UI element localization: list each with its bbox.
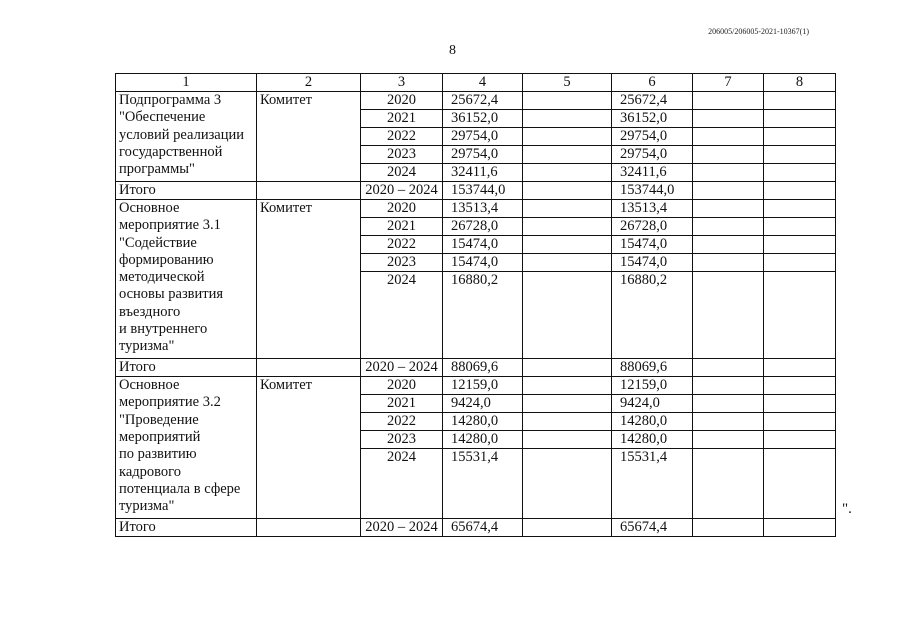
empty-cell	[693, 92, 764, 110]
empty-cell	[693, 395, 764, 413]
total-label-cell: Итого	[116, 182, 257, 200]
empty-cell	[693, 413, 764, 431]
document-id: 206005/206005-2021-10367(1)	[708, 27, 809, 36]
empty-cell	[523, 182, 612, 200]
amount-cell: 15531,4	[443, 449, 523, 519]
empty-cell	[693, 272, 764, 359]
empty-cell	[523, 146, 612, 164]
empty-cell	[693, 200, 764, 218]
program-name-line: Основное	[119, 200, 180, 216]
empty-cell	[764, 164, 836, 182]
program-name-line: мероприятие 3.2	[119, 394, 221, 411]
year-cell: 2021	[361, 395, 443, 413]
amount-cell: 29754,0	[612, 128, 693, 146]
total-years-cell: 2020 – 2024	[361, 182, 443, 200]
total-label-cell: Итого	[116, 519, 257, 537]
amount-cell: 9424,0	[612, 395, 693, 413]
empty-cell	[523, 236, 612, 254]
total-amount-cell: 153744,0	[443, 182, 523, 200]
program-name-line: по развитию	[119, 446, 197, 463]
executor-cell: Комитет	[257, 200, 361, 359]
program-name-line: кадрового	[119, 463, 181, 480]
empty-cell	[523, 377, 612, 395]
amount-cell: 32411,6	[443, 164, 523, 182]
total-label-cell: Итого	[116, 359, 257, 377]
program-name-line: государственной	[119, 143, 223, 160]
empty-cell	[693, 218, 764, 236]
amount-cell: 12159,0	[443, 377, 523, 395]
empty-cell	[764, 272, 836, 359]
total-row	[116, 182, 836, 200]
empty-cell	[257, 182, 361, 200]
empty-cell	[693, 431, 764, 449]
amount-cell: 9424,0	[443, 395, 523, 413]
empty-cell	[523, 200, 612, 218]
year-cell: 2020	[361, 377, 443, 395]
empty-cell	[523, 413, 612, 431]
empty-cell	[693, 146, 764, 164]
empty-cell	[693, 449, 764, 519]
amount-cell: 36152,0	[612, 110, 693, 128]
program-name-line: потенциала в сфере	[119, 480, 241, 497]
amount-cell: 14280,0	[443, 413, 523, 431]
amount-cell: 13513,4	[612, 200, 693, 218]
empty-cell	[764, 449, 836, 519]
empty-cell	[523, 449, 612, 519]
amount-cell: 25672,4	[443, 92, 523, 110]
empty-cell	[693, 236, 764, 254]
program-name-line: условий реализации	[119, 126, 245, 143]
year-cell: 2024	[361, 272, 443, 359]
year-cell: 2022	[361, 128, 443, 146]
empty-cell	[523, 110, 612, 128]
program-name-line: программы"	[119, 161, 195, 178]
amount-cell: 15474,0	[612, 236, 693, 254]
header-cell: 4	[443, 74, 523, 92]
empty-cell	[764, 254, 836, 272]
header-cell: 2	[257, 74, 361, 92]
amount-cell: 32411,6	[612, 164, 693, 182]
header-row	[116, 74, 836, 92]
empty-cell	[764, 359, 836, 377]
empty-cell	[523, 395, 612, 413]
year-row	[116, 377, 836, 395]
program-name-line: Подпрограмма 3	[119, 92, 222, 108]
total-years-cell: 2020 – 2024	[361, 359, 443, 377]
year-cell: 2024	[361, 164, 443, 182]
empty-cell	[693, 377, 764, 395]
empty-cell	[257, 359, 361, 377]
year-row	[116, 92, 836, 110]
program-name-line: мероприятий	[119, 429, 201, 446]
empty-cell	[764, 395, 836, 413]
funding-table	[115, 73, 836, 537]
year-cell: 2021	[361, 218, 443, 236]
executor-cell: Комитет	[257, 92, 361, 182]
program-name-cell	[116, 92, 257, 182]
empty-cell	[764, 146, 836, 164]
amount-cell: 15474,0	[612, 254, 693, 272]
total-amount-cell: 65674,4	[443, 519, 523, 537]
empty-cell	[693, 519, 764, 537]
empty-cell	[523, 92, 612, 110]
amount-cell: 15531,4	[612, 449, 693, 519]
amount-cell: 13513,4	[443, 200, 523, 218]
amount-cell: 29754,0	[612, 146, 693, 164]
program-name-line: Основное	[119, 377, 180, 394]
program-name-line: "Обеспечение	[119, 109, 206, 126]
program-name-line: методической	[119, 269, 205, 286]
program-name-line: "Проведение	[119, 411, 199, 428]
empty-cell	[523, 128, 612, 146]
amount-cell: 26728,0	[612, 218, 693, 236]
total-row	[116, 359, 836, 377]
program-name-line: и внутреннего	[119, 321, 208, 338]
total-row	[116, 519, 836, 537]
empty-cell	[693, 182, 764, 200]
empty-cell	[764, 128, 836, 146]
header-cell: 7	[693, 74, 764, 92]
header-cell: 3	[361, 74, 443, 92]
year-cell: 2022	[361, 413, 443, 431]
header-cell: 8	[764, 74, 836, 92]
year-cell: 2024	[361, 449, 443, 519]
program-name-line: туризма"	[119, 498, 175, 515]
empty-cell	[523, 272, 612, 359]
program-name-cell	[116, 200, 257, 359]
program-name-line: мероприятие 3.1	[119, 217, 221, 234]
amount-cell: 15474,0	[443, 254, 523, 272]
year-cell: 2023	[361, 431, 443, 449]
year-cell: 2022	[361, 236, 443, 254]
program-name-line: въездного	[119, 303, 181, 320]
empty-cell	[693, 110, 764, 128]
empty-cell	[257, 519, 361, 537]
year-cell: 2020	[361, 200, 443, 218]
empty-cell	[523, 519, 612, 537]
amount-cell: 14280,0	[612, 431, 693, 449]
empty-cell	[523, 254, 612, 272]
amount-cell: 29754,0	[443, 146, 523, 164]
amount-cell: 36152,0	[443, 110, 523, 128]
empty-cell	[693, 128, 764, 146]
empty-cell	[693, 254, 764, 272]
empty-cell	[523, 359, 612, 377]
year-cell: 2023	[361, 146, 443, 164]
empty-cell	[764, 519, 836, 537]
amount-cell: 16880,2	[612, 272, 693, 359]
year-cell: 2020	[361, 92, 443, 110]
empty-cell	[693, 359, 764, 377]
executor-cell: Комитет	[257, 377, 361, 519]
empty-cell	[764, 413, 836, 431]
empty-cell	[523, 431, 612, 449]
year-cell: 2021	[361, 110, 443, 128]
program-name-line: "Содействие	[119, 234, 197, 251]
total-amount-cell: 65674,4	[612, 519, 693, 537]
closing-quote: ".	[842, 501, 852, 517]
amount-cell: 15474,0	[443, 236, 523, 254]
amount-cell: 25672,4	[612, 92, 693, 110]
header-cell: 5	[523, 74, 612, 92]
empty-cell	[764, 431, 836, 449]
empty-cell	[764, 92, 836, 110]
empty-cell	[693, 164, 764, 182]
total-years-cell: 2020 – 2024	[361, 519, 443, 537]
empty-cell	[764, 110, 836, 128]
header-cell: 6	[612, 74, 693, 92]
amount-cell: 29754,0	[443, 128, 523, 146]
amount-cell: 14280,0	[612, 413, 693, 431]
empty-cell	[764, 200, 836, 218]
total-amount-cell: 153744,0	[612, 182, 693, 200]
amount-cell: 12159,0	[612, 377, 693, 395]
amount-cell: 14280,0	[443, 431, 523, 449]
empty-cell	[764, 236, 836, 254]
program-name-line: формированию	[119, 251, 214, 268]
empty-cell	[764, 377, 836, 395]
program-name-cell	[116, 377, 257, 519]
empty-cell	[523, 164, 612, 182]
page-number: 8	[449, 43, 456, 58]
empty-cell	[764, 182, 836, 200]
amount-cell: 26728,0	[443, 218, 523, 236]
header-cell: 1	[116, 74, 257, 92]
empty-cell	[764, 218, 836, 236]
amount-cell: 16880,2	[443, 272, 523, 359]
program-name-line: туризма"	[119, 338, 175, 355]
year-row	[116, 200, 836, 218]
program-name-line: основы развития	[119, 286, 224, 303]
total-amount-cell: 88069,6	[443, 359, 523, 377]
empty-cell	[523, 218, 612, 236]
year-cell: 2023	[361, 254, 443, 272]
total-amount-cell: 88069,6	[612, 359, 693, 377]
